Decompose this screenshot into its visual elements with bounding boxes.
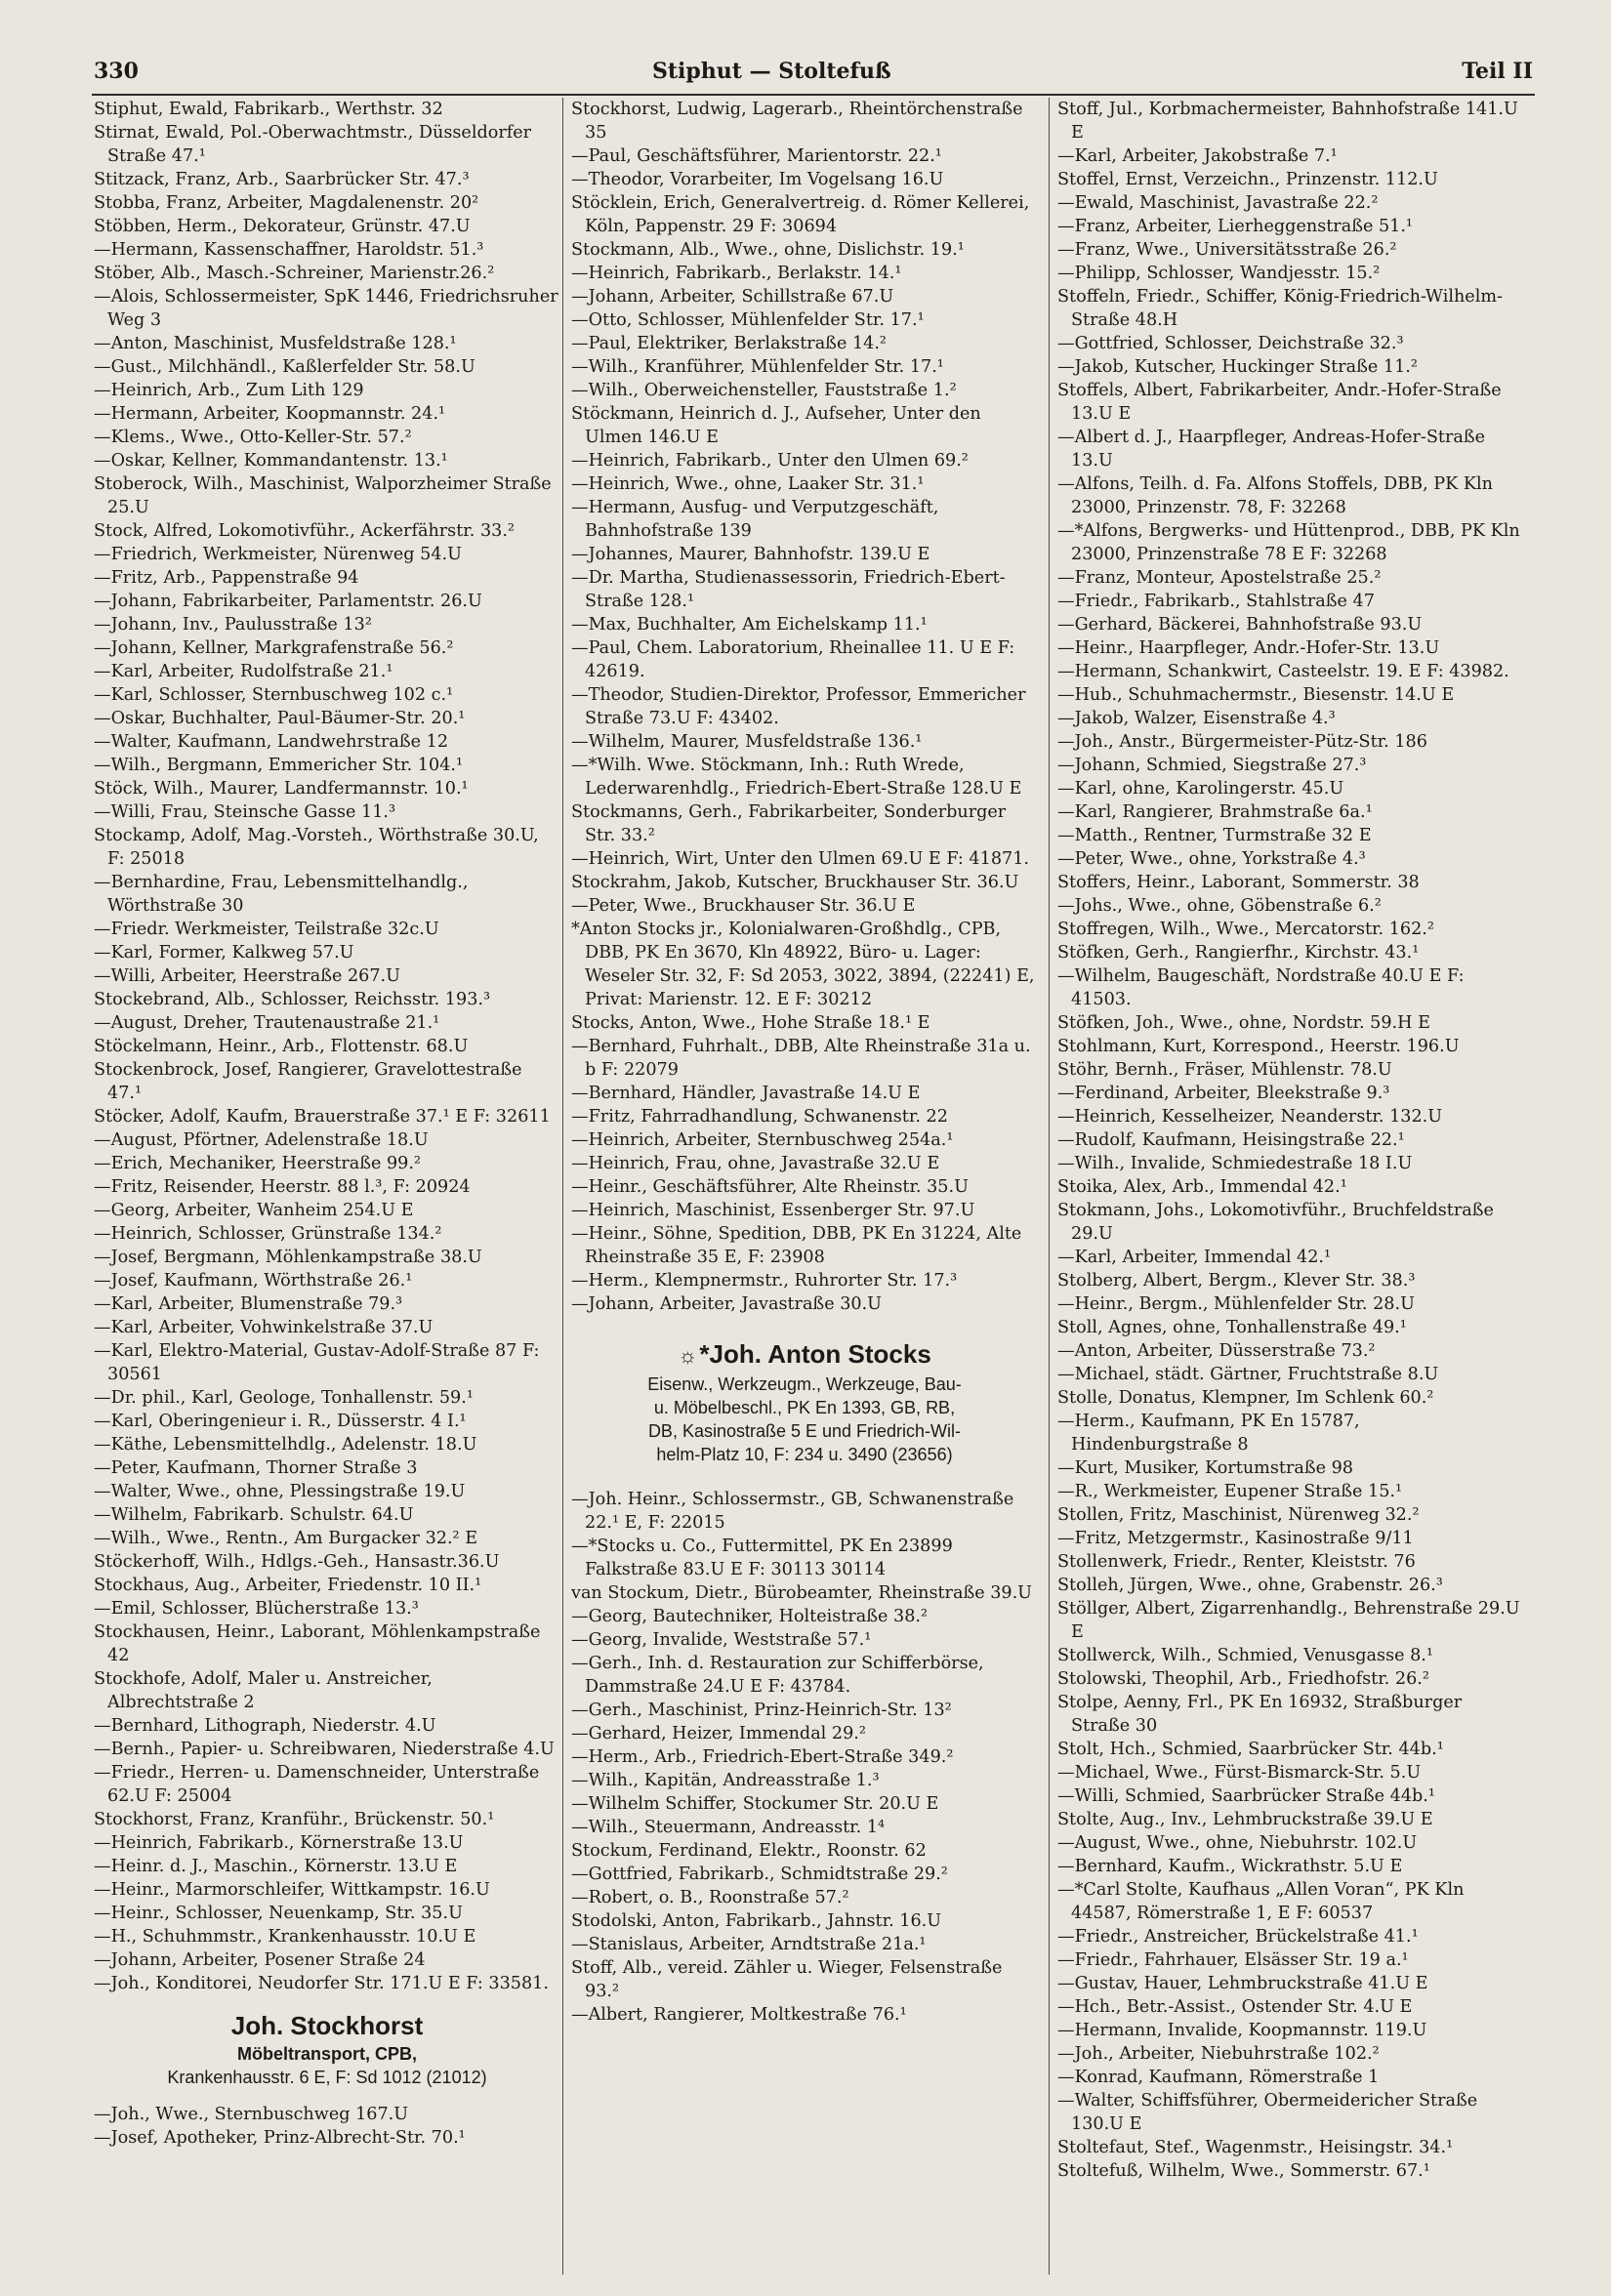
directory-entry: —Dr. Martha, Studienassessorin, Friedrich-Ebert-Straße 128.¹	[571, 568, 1006, 611]
directory-entry: —Wilh., Kapitän, Andreasstraße 1.³	[571, 1771, 880, 1790]
directory-entry: Stöcklein, Erich, Generalvertreig. d. Römer Kellerei, Köln, Pappenstr. 29 F: 30694	[571, 193, 1030, 236]
directory-entry: Stöckerhoff, Wilh., Hdlgs.-Geh., Hansastr.36.U	[94, 1552, 500, 1572]
directory-entry: —Fritz, Fahrradhandlung, Schwanenstr. 22	[571, 1107, 948, 1127]
directory-entry: Stoffel, Ernst, Verzeichn., Prinzenstr. 112.U	[1057, 170, 1438, 189]
directory-entry: —Johann, Arbeiter, Posener Straße 24	[94, 1950, 426, 1970]
column-2	[571, 98, 1038, 2027]
directory-entry: —Hermann, Kassenschaffner, Haroldstr. 51.³	[94, 240, 484, 260]
directory-entry: —Konrad, Kaufmann, Römerstraße 1	[1057, 2068, 1380, 2087]
directory-entry: —Joh., Anstr., Bürgermeister-Pütz-Str. 186	[1057, 732, 1427, 752]
directory-entry: —Friedrich, Werkmeister, Nürenweg 54.U	[94, 545, 462, 564]
directory-entry: Stirnat, Ewald, Pol.-Oberwachtmstr., Düsseldorfer Straße 47.¹	[94, 123, 532, 166]
directory-entry: Stockum, Ferdinand, Elektr., Roonstr. 62	[571, 1841, 927, 1861]
directory-entry: —Wilhelm Schiffer, Stockumer Str. 20.U E	[571, 1794, 939, 1814]
directory-entry: —H., Schuhmmstr., Krankenhausstr. 10.U E	[94, 1927, 476, 1947]
directory-entry: —Heinrich, Maschinist, Essenberger Str. 97.U	[571, 1201, 975, 1220]
directory-entry: Stöhr, Bernh., Fräser, Mühlenstr. 78.U	[1057, 1060, 1392, 1080]
directory-entry: —Karl, Arbeiter, Jakobstraße 7.¹	[1057, 146, 1338, 166]
directory-entry: —Gerh., Maschinist, Prinz-Heinrich-Str. 13²	[571, 1701, 952, 1720]
ad-title: Joh. Stockhorst	[230, 2011, 424, 2040]
entry-list	[571, 1488, 1038, 2027]
directory-entry: —Gerhard, Bäckerei, Bahnhofstraße 93.U	[1057, 615, 1423, 635]
directory-entry: Stöber, Alb., Masch.-Schreiner, Marienstr.26.²	[94, 264, 495, 283]
directory-entry: —Wilhelm, Baugeschäft, Nordstraße 40.U E F: 41503.	[1057, 966, 1465, 1009]
directory-entry: —Theodor, Studien-Direktor, Professor, Emmericher Straße 73.U F: 43402.	[571, 685, 1026, 728]
directory-entry: —Heinr., Schlosser, Neuenkamp, Str. 35.U	[94, 1904, 463, 1923]
directory-entry: —Wilh., Steuermann, Andreasstr. 1⁴	[571, 1818, 886, 1837]
directory-entry: —Josef, Apotheker, Prinz-Albrecht-Str. 70.¹	[94, 2128, 466, 2148]
directory-entry: —Willi, Frau, Steinsche Gasse 11.³	[94, 802, 396, 822]
directory-entry: —Heinr., Geschäftsführer, Alte Rheinstr. 35.U	[571, 1177, 969, 1197]
directory-entry: Stolleh, Jürgen, Wwe., ohne, Grabenstr. 26.³	[1057, 1576, 1443, 1595]
directory-entry: Stöckmann, Heinrich d. J., Aufseher, Unter den Ulmen 146.U E	[571, 404, 981, 447]
entry-list	[94, 2103, 560, 2150]
directory-entry: —Heinrich, Wwe., ohne, Laaker Str. 31.¹	[571, 474, 925, 494]
directory-entry: —Wilh., Invalide, Schmiedestraße 18 I.U	[1057, 1154, 1413, 1173]
directory-entry: —Matth., Rentner, Turmstraße 32 E	[1057, 826, 1372, 845]
directory-entry: —Hub., Schuhmachermstr., Biesenstr. 14.U E	[1057, 685, 1455, 705]
ad-line: Krankenhausstr. 6 E, F: Sd 1012 (21012)	[167, 2068, 487, 2087]
directory-entry: —Anton, Arbeiter, Düsserstraße 73.²	[1057, 1341, 1376, 1361]
directory-entry: —Josef, Bergmann, Möhlenkampstraße 38.U	[94, 1248, 482, 1267]
directory-entry: —Wilhelm, Maurer, Musfeldstraße 136.¹	[571, 732, 923, 752]
directory-entry: —Herm., Klempnermstr., Ruhrorter Str. 17.³	[571, 1271, 958, 1291]
entry-list	[1057, 98, 1524, 2183]
directory-entry: —Joh., Wwe., Sternbuschweg 167.U	[94, 2105, 409, 2124]
entry-list	[94, 98, 560, 1995]
advertisement	[94, 2009, 560, 2089]
directory-entry: —Heinr., Marmorschleifer, Wittkampstr. 16.U	[94, 1880, 490, 1900]
directory-entry: —Karl, Rangierer, Brahmstraße 6a.¹	[1057, 802, 1373, 822]
ad-line: DB, Kasinostraße 5 E und Friedrich-Wil-	[647, 1421, 962, 1441]
directory-entry: —Wilh., Kranführer, Mühlenfelder Str. 17.¹	[571, 357, 944, 377]
directory-entry: Stoffers, Heinr., Laborant, Sommerstr. 38	[1057, 873, 1420, 892]
directory-entry: —Georg, Bautechniker, Holteistraße 38.²	[571, 1607, 929, 1626]
directory-entry: —Hch., Betr.-Assist., Ostender Str. 4.U E	[1057, 1997, 1413, 2017]
directory-entry: —Kurt, Musiker, Kortumstraße 98	[1057, 1458, 1353, 1478]
directory-entry: —Friedr., Fabrikarb., Stahlstraße 47	[1057, 592, 1375, 611]
directory-entry: Stitzack, Franz, Arb., Saarbrücker Str. 47.³	[94, 170, 470, 189]
directory-entry: —Hermann, Arbeiter, Koopmannstr. 24.¹	[94, 404, 446, 424]
directory-entry: —Anton, Maschinist, Musfeldstraße 128.¹	[94, 334, 457, 353]
directory-entry: —Johann, Fabrikarbeiter, Parlamentstr. 26.U	[94, 592, 482, 611]
sun-emblem-icon: ☼	[678, 1343, 698, 1368]
directory-entry: —Karl, ohne, Karolingerstr. 45.U	[1057, 779, 1344, 799]
directory-entry: Stoll, Agnes, ohne, Tonhallenstraße 49.¹	[1057, 1318, 1407, 1337]
directory-entry: —Friedr., Anstreicher, Brückelstraße 41.¹	[1057, 1927, 1419, 1947]
directory-entry: —Josef, Kaufmann, Wörthstraße 26.¹	[94, 1271, 413, 1291]
directory-entry: —August, Wwe., ohne, Niebuhrstr. 102.U	[1057, 1833, 1418, 1853]
directory-entry: —Gerh., Inh. d. Restauration zur Schifferbörse, Dammstraße 24.U E F: 43784.	[571, 1654, 984, 1697]
directory-entry: —Wilhelm, Fabrikarb. Schulstr. 64.U	[94, 1505, 414, 1525]
directory-entry: Stoff, Jul., Korbmachermeister, Bahnhofstraße 141.U E	[1057, 100, 1518, 143]
directory-entry: —Johann, Kellner, Markgrafenstraße 56.²	[94, 638, 454, 658]
directory-entry: Stoff, Alb., vereid. Zähler u. Wieger, Felsenstraße 93.²	[571, 1958, 1003, 2001]
directory-entry: Stollenwerk, Friedr., Renter, Kleiststr. 76	[1057, 1552, 1416, 1572]
directory-entry: Stolberg, Albert, Bergm., Klever Str. 38.³	[1057, 1271, 1416, 1291]
directory-entry: —Bernhardine, Frau, Lebensmittelhandlg., Wörthstraße 30	[94, 873, 469, 916]
directory-entry: —Friedr., Fahrhauer, Elsässer Str. 19 a.¹	[1057, 1950, 1409, 1970]
directory-entry: —Wilh., Bergmann, Emmericher Str. 104.¹	[94, 756, 464, 775]
running-title: Stiphut — Stoltefuß	[652, 59, 891, 84]
directory-entry: Stoberock, Wilh., Maschinist, Walporzheimer Straße 25.U	[94, 474, 552, 517]
directory-entry: —Franz, Monteur, Apostelstraße 25.²	[1057, 568, 1382, 588]
directory-entry: —Johann, Arbeiter, Schillstraße 67.U	[571, 287, 894, 307]
directory-entry: —Peter, Wwe., Bruckhauser Str. 36.U E	[571, 896, 916, 916]
header-rule	[92, 94, 1535, 96]
advertisement	[571, 1337, 1038, 1466]
directory-entry: —Karl, Schlosser, Sternbuschweg 102 c.¹	[94, 685, 454, 705]
directory-entry: Stohlmann, Kurt, Korrespond., Heerstr. 196.U	[1057, 1037, 1460, 1056]
page-number: 330	[94, 59, 139, 84]
column-3	[1057, 98, 1524, 2183]
entry-list	[571, 98, 1038, 1316]
directory-entry: —Stanislaus, Arbeiter, Arndtstraße 21a.¹	[571, 1935, 927, 1954]
directory-entry: —Paul, Elektriker, Berlakstraße 14.²	[571, 334, 887, 353]
directory-entry: —*Wilh. Wwe. Stöckmann, Inh.: Ruth Wrede, Lederwarenhdlg., Friedrich-Ebert-Straße 128.U E	[571, 756, 1022, 799]
part-label: Teil II	[1462, 59, 1533, 84]
directory-entry: —Heinrich, Frau, ohne, Javastraße 32.U E	[571, 1154, 940, 1173]
directory-entry: —Johann, Schmied, Siegstraße 27.³	[1057, 756, 1367, 775]
directory-entry: —Heinr. d. J., Maschin., Körnerstr. 13.U E	[94, 1857, 458, 1876]
directory-entry: —Heinrich, Schlosser, Grünstraße 134.²	[94, 1224, 442, 1244]
directory-entry: Stollen, Fritz, Maschinist, Nürenweg 32.²	[1057, 1505, 1420, 1525]
directory-entry: —Johannes, Maurer, Bahnhofstr. 139.U E	[571, 545, 930, 564]
directory-entry: —Karl, Oberingenieur i. R., Düsserstr. 4 I.¹	[94, 1412, 467, 1431]
directory-entry: van Stockum, Dietr., Bürobeamter, Rheinstraße 39.U	[571, 1583, 1033, 1603]
directory-entry: —Ferdinand, Arbeiter, Bleekstraße 9.³	[1057, 1084, 1390, 1103]
directory-entry: —Klems., Wwe., Otto-Keller-Str. 57.²	[94, 428, 412, 447]
directory-entry: —Fritz, Reisender, Heerstr. 88 l.³, F: 20924	[94, 1177, 471, 1197]
directory-entry: —Gerhard, Heizer, Immendal 29.²	[571, 1724, 866, 1743]
directory-entry: —Fritz, Metzgermstr., Kasinostraße 9/11	[1057, 1529, 1414, 1548]
directory-entry: Stolt, Hch., Schmied, Saarbrücker Str. 44b.¹	[1057, 1740, 1444, 1759]
directory-entry: —August, Pförtner, Adelenstraße 18.U	[94, 1130, 429, 1150]
ad-line: Eisenw., Werkzeugm., Werkzeuge, Bau-	[647, 1374, 962, 1394]
directory-entry: Stöck, Wilh., Maurer, Landfermannstr. 10.¹	[94, 779, 469, 799]
directory-entry: —Walter, Kaufmann, Landwehrstraße 12	[94, 732, 449, 752]
directory-entry: Stöllger, Albert, Zigarrenhandlg., Behrenstraße 29.U E	[1057, 1599, 1520, 1642]
directory-entry: Stoltefuß, Wilhelm, Wwe., Sommerstr. 67.¹	[1057, 2161, 1430, 2181]
directory-entry: —Alfons, Teilh. d. Fa. Alfons Stoffels, DBB, PK Kln 23000, Prinzenstr. 78, F: 32268	[1057, 474, 1493, 517]
directory-entry: —Peter, Wwe., ohne, Yorkstraße 4.³	[1057, 849, 1366, 869]
directory-entry: Stockrahm, Jakob, Kutscher, Bruckhauser Str. 36.U	[571, 873, 1019, 892]
directory-entry: —Franz, Arbeiter, Lierheggenstraße 51.¹	[1057, 217, 1413, 236]
directory-entry: —Heinr., Söhne, Spedition, DBB, PK En 31224, Alte Rheinstraße 35 E, F: 23908	[571, 1224, 1022, 1267]
directory-entry: —Willi, Schmied, Saarbrücker Straße 44b.¹	[1057, 1786, 1435, 1806]
directory-entry: —Heinr., Bergm., Mühlenfelder Str. 28.U	[1057, 1294, 1415, 1314]
directory-entry: —Alois, Schlossermeister, SpK 1446, Friedrichsruher Weg 3	[94, 287, 558, 330]
directory-entry: —Oskar, Buchhalter, Paul-Bäumer-Str. 20.¹	[94, 709, 466, 728]
ad-line: u. Möbelbeschl., PK En 1393, GB, RB,	[653, 1398, 956, 1417]
directory-entry: —Jakob, Kutscher, Huckinger Straße 11.²	[1057, 357, 1418, 377]
directory-entry: Stockhaus, Aug., Arbeiter, Friedenstr. 10 II.¹	[94, 1576, 482, 1595]
directory-entry: —Heinrich, Kesselheizer, Neanderstr. 132.U	[1057, 1107, 1443, 1127]
directory-entry: —Käthe, Lebensmittelhdlg., Adelenstr. 18.U	[94, 1435, 477, 1455]
directory-entry: —Friedr., Herren- u. Damenschneider, Unterstraße 62.U F: 25004	[94, 1763, 540, 1806]
directory-entry: —Philipp, Schlosser, Wandjesstr. 15.²	[1057, 264, 1381, 283]
ad-title	[571, 1337, 1038, 1373]
directory-entry: —Paul, Geschäftsführer, Marientorstr. 22.¹	[571, 146, 942, 166]
directory-entry: Stollwerck, Wilh., Schmied, Venusgasse 8.¹	[1057, 1646, 1433, 1665]
directory-entry: —Herm., Arb., Friedrich-Ebert-Straße 349.²	[571, 1747, 954, 1767]
directory-entry: *Anton Stocks jr., Kolonialwaren-Großhdlg., CPB, DBB, PK En 3670, Kln 48922, Büro- u. Lager: Weseler Str. 32, F: Sd 2053, 3022, 3894, (22241) E, Privat: Marienstr. 12. E F: 30212	[571, 920, 1035, 1009]
directory-entry: —Johann, Arbeiter, Javastraße 30.U	[571, 1294, 883, 1314]
directory-entry: —Walter, Wwe., ohne, Plessingstraße 19.U	[94, 1482, 466, 1501]
directory-entry: Stolte, Aug., Inv., Lehmbruckstraße 39.U E	[1057, 1810, 1433, 1829]
ad-title-text: *Joh. Anton Stocks	[699, 1339, 931, 1369]
directory-entry: Stöbben, Herm., Dekorateur, Grünstr. 47.U	[94, 217, 471, 236]
directory-entry: —Max, Buchhalter, Am Eichelskamp 11.¹	[571, 615, 928, 635]
directory-entry: Stobba, Franz, Arbeiter, Magdalenenstr. 20²	[94, 193, 479, 213]
directory-entry: —*Alfons, Bergwerks- und Hüttenprod., DBB, PK Kln 23000, Prinzenstraße 78 E F: 32268	[1057, 521, 1520, 564]
directory-entry: —Walter, Schiffsführer, Obermeidericher Straße 130.U E	[1057, 2091, 1478, 2134]
directory-entry: —Joh. Heinr., Schlossermstr., GB, Schwanenstraße 22.¹ E, F: 22015	[571, 1490, 1014, 1533]
directory-entry: —Heinrich, Fabrikarb., Berlakstr. 14.¹	[571, 264, 902, 283]
directory-entry: Stock, Alfred, Lokomotivführ., Ackerfährstr. 33.²	[94, 521, 515, 541]
directory-entry: —Karl, Arbeiter, Immendal 42.¹	[1057, 1248, 1332, 1267]
directory-entry: —Gottfried, Schlosser, Deichstraße 32.³	[1057, 334, 1404, 353]
directory-entry: Stockhorst, Ludwig, Lagerarb., Rheintörchenstraße 35	[571, 100, 1023, 143]
directory-entry: —Karl, Elektro-Material, Gustav-Adolf-Straße 87 F: 30561	[94, 1341, 540, 1384]
directory-entry: —Hermann, Ausfug- und Verputzgeschäft, Bahnhofstraße 139	[571, 498, 939, 541]
directory-entry: —Karl, Former, Kalkweg 57.U	[94, 943, 354, 963]
directory-entry: Stokmann, Johs., Lokomotivführ., Bruchfeldstraße 29.U	[1057, 1201, 1494, 1244]
directory-entry: —Wilh., Oberweichensteller, Fauststraße 1.²	[571, 381, 957, 400]
directory-entry: Stöfken, Gerh., Rangierfhr., Kirchstr. 43.¹	[1057, 943, 1420, 963]
column-divider	[1049, 98, 1050, 2275]
directory-entry: —Bernh., Papier- u. Schreibwaren, Niederstraße 4.U	[94, 1740, 555, 1759]
directory-entry: —R., Werkmeister, Eupener Straße 15.¹	[1057, 1482, 1403, 1501]
directory-entry: —Bernhard, Lithograph, Niederstr. 4.U	[94, 1716, 436, 1736]
directory-entry: Stockhorst, Franz, Kranführ., Brückenstr. 50.¹	[94, 1810, 495, 1829]
directory-entry: —Heinrich, Fabrikarb., Unter den Ulmen 69.²	[571, 451, 969, 471]
directory-entry: Stockmanns, Gerh., Fabrikarbeiter, Sonderburger Str. 33.²	[571, 802, 1007, 845]
directory-entry: —Gottfried, Fabrikarb., Schmidtstraße 29.²	[571, 1865, 948, 1884]
column-divider	[562, 98, 563, 2275]
directory-entry: —Peter, Kaufmann, Thorner Straße 3	[94, 1458, 418, 1478]
directory-entry: —Friedr. Werkmeister, Teilstraße 32c.U	[94, 920, 439, 939]
directory-entry: —Heinrich, Wirt, Unter den Ulmen 69.U E F: 41871.	[571, 849, 1029, 869]
directory-entry: —Willi, Arbeiter, Heerstraße 267.U	[94, 966, 400, 986]
ad-line: Möbeltransport, CPB,	[236, 2044, 417, 2064]
directory-entry: Stolowski, Theophil, Arb., Friedhofstr. 26.²	[1057, 1669, 1429, 1689]
directory-entry: —Dr. phil., Karl, Geologe, Tonhallenstr. 59.¹	[94, 1388, 474, 1408]
directory-entry: —Jakob, Walzer, Eisenstraße 4.³	[1057, 709, 1336, 728]
directory-entry: —Karl, Arbeiter, Vohwinkelstraße 37.U	[94, 1318, 434, 1337]
directory-entry: —Paul, Chem. Laboratorium, Rheinallee 11. U E F: 42619.	[571, 638, 1015, 681]
directory-entry: —Gustav, Hauer, Lehmbruckstraße 41.U E	[1057, 1974, 1428, 1993]
directory-entry: Stockhofe, Adolf, Maler u. Anstreicher, Albrechtstraße 2	[94, 1669, 433, 1712]
directory-entry: —Hermann, Invalide, Koopmannstr. 119.U	[1057, 2021, 1427, 2040]
directory-entry: Stoffregen, Wilh., Wwe., Mercatorstr. 162.²	[1057, 920, 1434, 939]
directory-entry: Stocks, Anton, Wwe., Hohe Straße 18.¹ E	[571, 1013, 930, 1033]
directory-entry: —Oskar, Kellner, Kommandantenstr. 13.¹	[94, 451, 448, 471]
directory-entry: —Bernhard, Fuhrhalt., DBB, Alte Rheinstraße 31a u. b F: 22079	[571, 1037, 1031, 1080]
directory-entry: Stockenbrock, Josef, Rangierer, Gravelottestraße 47.¹	[94, 1060, 522, 1103]
directory-entry: —Joh., Konditorei, Neudorfer Str. 171.U E F: 33581.	[94, 1974, 549, 1993]
directory-entry: —Georg, Invalide, Weststraße 57.¹	[571, 1630, 872, 1650]
directory-entry: —Bernhard, Kaufm., Wickrathstr. 5.U E	[1057, 1857, 1403, 1876]
directory-entry: Stoffels, Albert, Fabrikarbeiter, Andr.-Hofer-Straße 13.U E	[1057, 381, 1502, 424]
directory-entry: —Bernhard, Händler, Javastraße 14.U E	[571, 1084, 921, 1103]
directory-entry: —Otto, Schlosser, Mühlenfelder Str. 17.¹	[571, 310, 925, 330]
directory-entry: Stöfken, Joh., Wwe., ohne, Nordstr. 59.H E	[1057, 1013, 1430, 1033]
directory-entry: —Heinr., Haarpfleger, Andr.-Hofer-Str. 13.U	[1057, 638, 1440, 658]
directory-entry: —Gust., Milchhändl., Kaßlerfelder Str. 58.U	[94, 357, 475, 377]
directory-entry: —Albert, Rangierer, Moltkestraße 76.¹	[571, 2005, 907, 2025]
directory-entry: Stodolski, Anton, Fabrikarb., Jahnstr. 16.U	[571, 1911, 942, 1931]
directory-entry: —Rudolf, Kaufmann, Heisingstraße 22.¹	[1057, 1130, 1405, 1150]
column-1	[94, 98, 560, 2150]
page-header	[92, 55, 1535, 94]
directory-entry: —Michael, städt. Gärtner, Fruchtstraße 8.U	[1057, 1365, 1439, 1384]
directory-entry: Stoika, Alex, Arb., Immendal 42.¹	[1057, 1177, 1347, 1197]
directory-entry: —August, Dreher, Trautenaustraße 21.¹	[94, 1013, 440, 1033]
directory-entry: —Heinrich, Arbeiter, Sternbuschweg 254a.¹	[571, 1130, 954, 1150]
directory-entry: —Robert, o. B., Roonstraße 57.²	[571, 1888, 849, 1907]
directory-entry: —Franz, Wwe., Universitätsstraße 26.²	[1057, 240, 1397, 260]
directory-entry: —*Stocks u. Co., Futtermittel, PK En 23899 Falkstraße 83.U E F: 30113 30114	[571, 1537, 953, 1579]
directory-entry: Stöcker, Adolf, Kaufm, Brauerstraße 37.¹ E F: 32611	[94, 1107, 551, 1127]
directory-entry: —Michael, Wwe., Fürst-Bismarck-Str. 5.U	[1057, 1763, 1422, 1783]
directory-entry: —Emil, Schlosser, Blücherstraße 13.³	[94, 1599, 419, 1619]
directory-entry: Stockamp, Adolf, Mag.-Vorsteh., Wörthstraße 30.U, F: 25018	[94, 826, 539, 869]
directory-entry: Stockhausen, Heinr., Laborant, Möhlenkampstraße 42	[94, 1622, 541, 1665]
directory-entry: Stolpe, Aenny, Frl., PK En 16932, Straßburger Straße 30	[1057, 1693, 1463, 1736]
directory-entry: Stolle, Donatus, Klempner, Im Schlenk 60.²	[1057, 1388, 1434, 1408]
directory-entry: —Karl, Arbeiter, Rudolfstraße 21.¹	[94, 662, 393, 681]
directory-entry: —*Carl Stolte, Kaufhaus „Allen Voran“, PK Kln 44587, Römerstraße 1, E F: 60537	[1057, 1880, 1465, 1923]
directory-entry: —Johs., Wwe., ohne, Göbenstraße 6.²	[1057, 896, 1382, 916]
directory-entry: —Karl, Arbeiter, Blumenstraße 79.³	[94, 1294, 403, 1314]
directory-entry: —Johann, Inv., Paulusstraße 13²	[94, 615, 372, 635]
directory-entry: —Joh., Arbeiter, Niebuhrstraße 102.²	[1057, 2044, 1380, 2064]
ad-line: helm-Platz 10, F: 234 u. 3490 (23656)	[656, 1445, 953, 1464]
directory-entry: —Heinrich, Arb., Zum Lith 129	[94, 381, 364, 400]
directory-entry: —Albert d. J., Haarpfleger, Andreas-Hofer-Straße 13.U	[1057, 428, 1486, 471]
directory-entry: Stoltefaut, Stef., Wagenmstr., Heisingstr. 34.¹	[1057, 2138, 1454, 2157]
directory-entry: Stöckelmann, Heinr., Arb., Flottenstr. 68.U	[94, 1037, 469, 1056]
directory-entry: Stiphut, Ewald, Fabrikarb., Werthstr. 32	[94, 100, 443, 119]
directory-entry: Stockebrand, Alb., Schlosser, Reichsstr. 193.³	[94, 990, 491, 1009]
directory-entry: —Fritz, Arb., Pappenstraße 94	[94, 568, 359, 588]
directory-entry: —Wilh., Wwe., Rentn., Am Burgacker 32.² E	[94, 1529, 478, 1548]
directory-entry: —Heinrich, Fabrikarb., Körnerstraße 13.U	[94, 1833, 464, 1853]
directory-entry: —Hermann, Schankwirt, Casteelstr. 19. E F: 43982.	[1057, 662, 1509, 681]
directory-entry: —Georg, Arbeiter, Wanheim 254.U E	[94, 1201, 414, 1220]
directory-entry: —Herm., Kaufmann, PK En 15787, Hindenburgstraße 8	[1057, 1412, 1360, 1455]
directory-entry: —Erich, Mechaniker, Heerstraße 99.²	[94, 1154, 422, 1173]
directory-entry: Stoffeln, Friedr., Schiffer, König-Friedrich-Wilhelm-Straße 48.H	[1057, 287, 1503, 330]
directory-entry: —Ewald, Maschinist, Javastraße 22.²	[1057, 193, 1379, 213]
directory-entry: —Theodor, Vorarbeiter, Im Vogelsang 16.U	[571, 170, 944, 189]
directory-entry: Stockmann, Alb., Wwe., ohne, Dislichstr. 19.¹	[571, 240, 965, 260]
